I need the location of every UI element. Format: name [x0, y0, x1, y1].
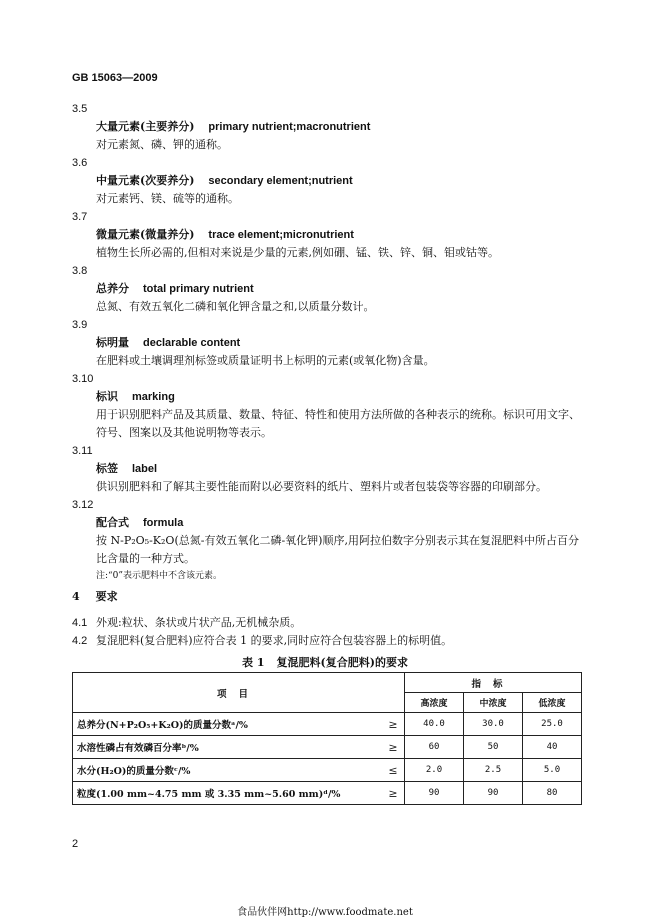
term-en: secondary element;nutrient [208, 175, 353, 187]
clause-3-10 [72, 370, 582, 442]
clause-3-8 [72, 262, 582, 316]
comparison-symbol: ≤ [382, 759, 405, 782]
requirement-number: 4.2 [72, 635, 88, 647]
clause-3-12 [72, 496, 582, 584]
table-cell: 40.0 [405, 713, 464, 736]
table-row [73, 736, 582, 759]
row-label: 水分(H₂O)的质量分数ᶜ/% [73, 759, 383, 782]
definition: 用于识别肥料产品及其质量、数量、特征、特性和使用方法所做的各种表示的统称。标识可用文字、符号、图案以及其他说明物等表示。 [96, 408, 580, 439]
term-en: declarable content [143, 337, 241, 349]
requirement-4-2 [72, 632, 452, 650]
clause-number: 3.12 [72, 499, 94, 511]
column-header: 高浓度 [405, 693, 464, 713]
table-row [73, 759, 582, 782]
table-caption: 表 1 [242, 656, 265, 669]
term-en: trace element;micronutrient [208, 229, 354, 241]
term-cn: 配合式 [96, 516, 129, 529]
term-en: formula [143, 517, 184, 529]
table-row [73, 782, 582, 805]
note: 注:“0”表示肥料中不含该元素。 [96, 571, 222, 581]
clause-number: 3.11 [72, 445, 93, 457]
clause-3-7 [72, 208, 582, 262]
section-number: 4 [72, 590, 80, 603]
requirement-number: 4.1 [72, 617, 88, 629]
term-cn: 微量元素(微量养分) [96, 228, 195, 241]
clause-number: 3.10 [72, 373, 94, 385]
definition: 对元素氮、磷、钾的通称。 [96, 138, 228, 151]
clause-number: 3.7 [72, 211, 88, 223]
clause-number: 3.5 [72, 103, 88, 115]
term-en: total primary nutrient [143, 283, 254, 295]
column-header: 低浓度 [523, 693, 582, 713]
row-label: 水溶性磷占有效磷百分率ᵇ/% [73, 736, 383, 759]
row-label: 粒度(1.00 mm~4.75 mm 或 3.35 mm~5.60 mm)ᵈ/% [73, 782, 383, 805]
clause-number: 3.9 [72, 319, 88, 331]
table-cell: 40 [523, 736, 582, 759]
term-en: label [132, 463, 158, 475]
footer-watermark: 食品伙伴网http://www.foodmate.net [237, 907, 413, 918]
comparison-symbol: ≥ [382, 713, 405, 736]
clause-number: 3.6 [72, 157, 88, 169]
table-title [0, 654, 650, 670]
requirements-table [72, 672, 582, 805]
clause-3-6 [72, 154, 582, 208]
definition: 在肥料或土壤调理剂标签或质量证明书上标明的元素(或氧化物)含量。 [96, 354, 435, 367]
requirement-text: 外观:粒状、条状或片状产品,无机械杂质。 [96, 616, 302, 629]
term-cn: 大量元素(主要养分) [96, 120, 195, 133]
table-title-text: 复混肥料(复合肥料)的要求 [276, 656, 408, 669]
table-cell: 5.0 [523, 759, 582, 782]
clause-number: 3.8 [72, 265, 88, 277]
comparison-symbol: ≥ [382, 782, 405, 805]
table-cell: 80 [523, 782, 582, 805]
table-cell: 2.0 [405, 759, 464, 782]
comparison-symbol: ≥ [382, 736, 405, 759]
term-cn: 总养分 [96, 282, 129, 295]
definition: 供识别肥料和了解其主要性能而附以必要资料的纸片、塑料片或者包装袋等容器的印刷部分。 [96, 480, 547, 493]
definition: 对元素钙、镁、硫等的通称。 [96, 192, 239, 205]
table-header-row [73, 673, 582, 693]
term-en: primary nutrient;macronutrient [208, 121, 371, 133]
clause-3-9 [72, 316, 582, 370]
table-cell: 2.5 [464, 759, 523, 782]
term-en: marking [132, 391, 175, 403]
clause-3-11 [72, 442, 582, 496]
definitions-list [72, 100, 582, 584]
item-header: 项目 [73, 673, 405, 713]
clause-3-5 [72, 100, 582, 154]
column-header: 中浓度 [464, 693, 523, 713]
page-number: 2 [72, 838, 79, 850]
standard-code: GB 15063—2009 [72, 72, 158, 84]
term-cn: 中量元素(次要养分) [96, 174, 195, 187]
definition: 总氮、有效五氧化二磷和氧化钾含量之和,以质量分数计。 [96, 300, 375, 313]
table-cell: 60 [405, 736, 464, 759]
section-heading [72, 588, 118, 604]
table-cell: 50 [464, 736, 523, 759]
table-cell: 90 [464, 782, 523, 805]
definition: 植物生长所必需的,但相对来说是少量的元素,例如硼、锰、铁、锌、铜、钼或钴等。 [96, 246, 499, 259]
term-cn: 标识 [96, 390, 118, 403]
table-cell: 90 [405, 782, 464, 805]
table-cell: 30.0 [464, 713, 523, 736]
term-cn: 标签 [96, 462, 118, 475]
requirement-text: 复混肥料(复合肥料)应符合表 1 的要求,同时应符合包装容器上的标明值。 [96, 634, 453, 647]
requirement-4-1 [72, 614, 301, 632]
row-label: 总养分(N+P₂O₅+K₂O)的质量分数ᵃ/% [73, 713, 383, 736]
table-row [73, 713, 582, 736]
definition: 按 N-P₂O₅-K₂O(总氮-有效五氧化二磷-氧化钾)顺序,用阿拉伯数字分别表示其在复混肥料中所占百分比含量的一种方式。 [96, 534, 579, 565]
index-header: 指标 [405, 673, 582, 693]
term-cn: 标明量 [96, 336, 129, 349]
table-cell: 25.0 [523, 713, 582, 736]
section-title: 要求 [95, 590, 118, 603]
